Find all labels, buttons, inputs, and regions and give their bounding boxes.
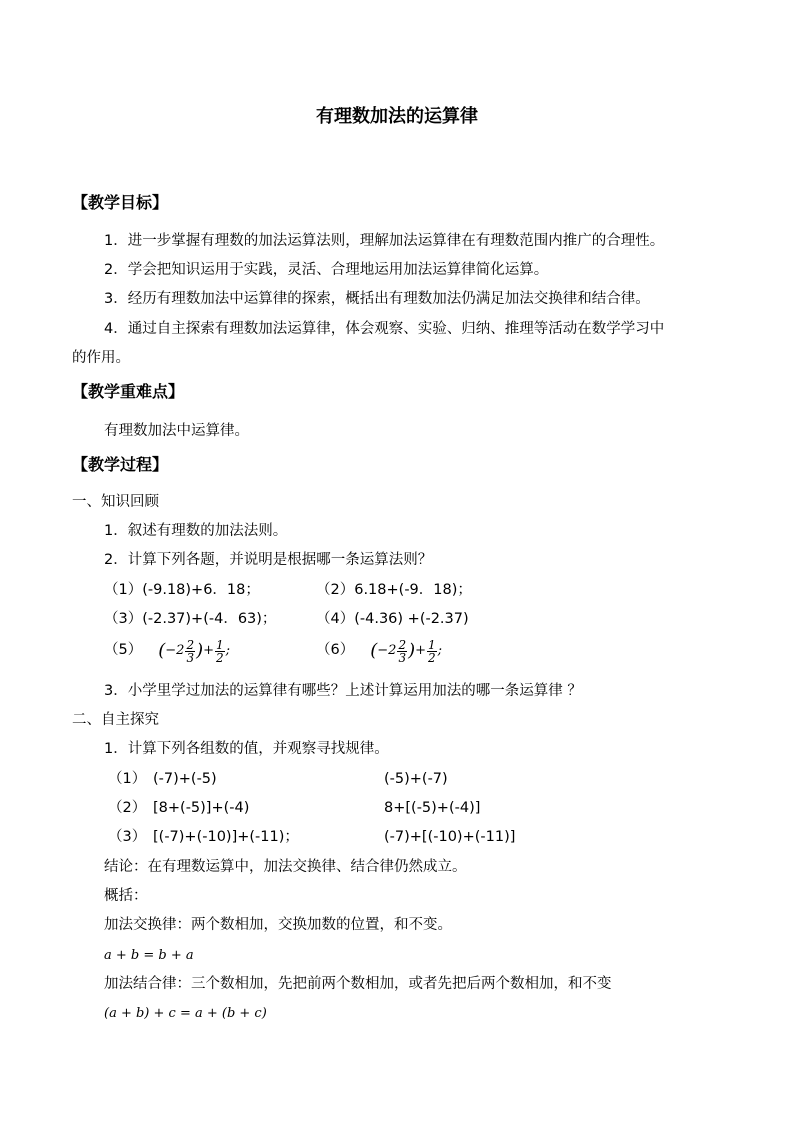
review-question-2: 2．计算下列各题，并说明是根据哪一条运算法则？ [104,552,433,568]
process-heading: 【教学过程】 [72,455,169,474]
fraction-one-half: $\frac{1}{2}$ [216,637,224,665]
key-heading: 【教学重难点】 [72,382,185,401]
explore-question-1: 1．计算下列各组数的值，并观察寻找规律。 [104,741,389,757]
goal-item-4: 4．通过自主探索有理数加法运算律，体会观察、实验、归纳、推理等活动在数学学习中 [104,321,665,337]
goal-item-1: 1．进一步掌握有理数的加法运算法则，理解加法运算律在有理数范围内推广的合理性。 [104,233,665,249]
associative-formula: (a + b) + c = a + (b + c) [104,1006,267,1021]
exercise-6 [316,632,442,670]
group-1-label: （1） [108,771,147,787]
commutative-law: 加法交换律：两个数相加，交换加数的位置，和不变。 [104,917,452,933]
section2-heading: 二、自主探究 [72,712,159,728]
group-2-left: [8+(-5)]+(-4) [153,800,250,816]
exercise-6-expression: ( −2 $\frac{2}{3}$ ) + $\frac{1}{2}$ ; [370,637,443,665]
section1-heading: 一、知识回顾 [72,494,159,510]
exercise-6-label: （6） [316,642,355,659]
conclusion: 结论：在有理数运算中，加法交换律、结合律仍然成立。 [104,859,467,875]
fraction-one-half: $\frac{1}{2}$ [428,637,436,665]
key-text: 有理数加法中运算律。 [104,423,249,439]
review-question-1: 1．叙述有理数的加法法则。 [104,523,288,539]
exercise-5 [104,632,230,670]
commutative-formula: a + b = b + a [104,948,194,963]
exercise-3: （3）(-2.37)+(-4．63)； [104,611,277,627]
page-title: 有理数加法的运算律 [316,106,478,127]
goal-item-3: 3．经历有理数加法中运算律的探索，概括出有理数加法仍满足加法交换律和结合律。 [104,291,650,307]
exercise-2: （2）6.18+(-9．18)； [316,582,472,598]
exercise-5-label: （5） [104,642,143,659]
group-3-left: [(-7)+(-10)]+(-11)； [153,829,299,845]
goal-item-2: 2．学会把知识运用于实践，灵活、合理地运用加法运算律简化运算。 [104,262,549,278]
group-1-left: (-7)+(-5) [153,771,217,787]
summary-label: 概括： [104,888,148,904]
group-3-label: （3） [108,829,147,845]
exercise-5-expression: ( −2 $\frac{2}{3}$ ) + $\frac{1}{2}$ ; [158,637,231,665]
group-3-right: (-7)+[(-10)+(-11)] [384,829,516,845]
fraction-two-thirds: $\frac{2}{3}$ [186,637,195,665]
group-1-right: (-5)+(-7) [384,771,448,787]
goals-heading: 【教学目标】 [72,193,169,212]
exercise-4: （4）(-4.36) +(-2.37) [316,611,469,627]
group-2-right: 8+[(-5)+(-4)] [384,800,481,816]
goal-item-4-continuation: 的作用。 [72,350,130,366]
exercise-1: （1）(-9.18)+6．18； [104,582,260,598]
group-2-label: （2） [108,800,147,816]
associative-law: 加法结合律：三个数相加，先把前两个数相加，或者先把后两个数相加，和不变 [104,976,612,992]
fraction-two-thirds: $\frac{2}{3}$ [398,637,407,665]
review-question-3: 3．小学里学过加法的运算律有哪些？上述计算运用加法的哪一条运算律 ？ [104,683,582,699]
